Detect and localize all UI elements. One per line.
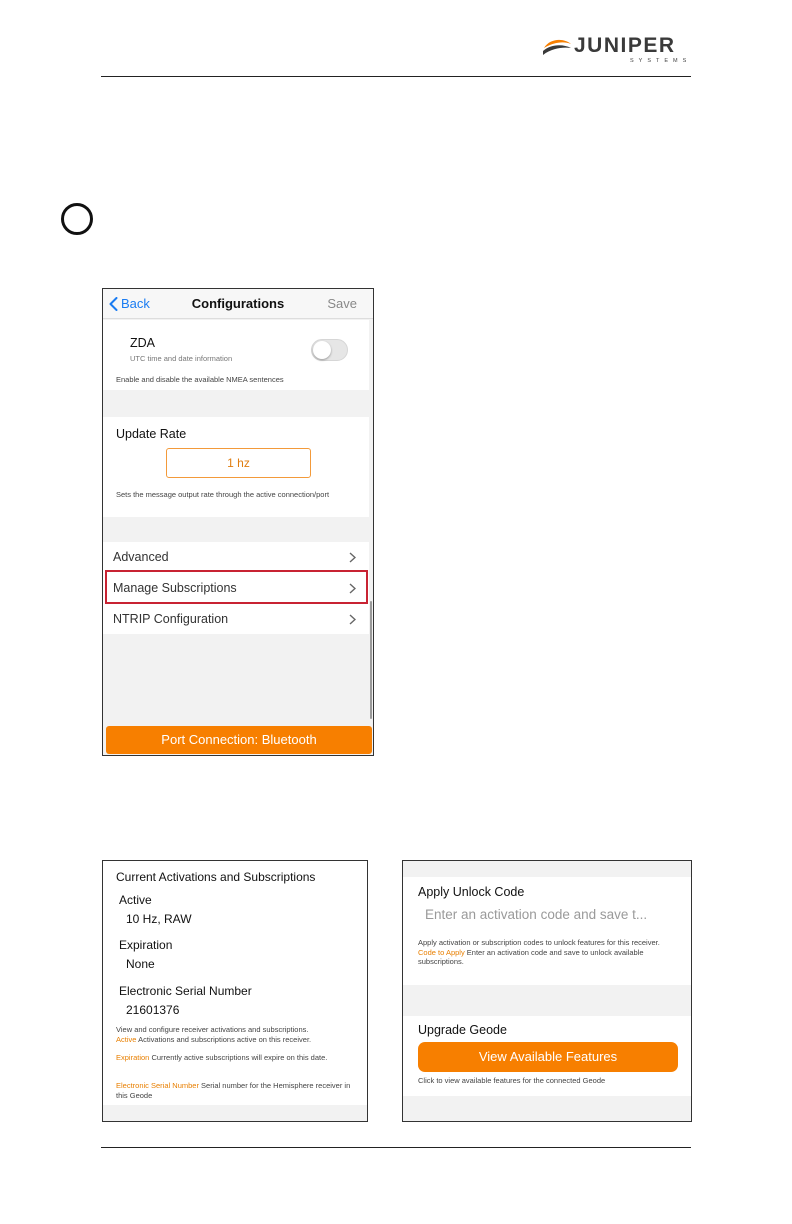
activations-screen: [102, 860, 368, 1122]
unlock-code-screen: [402, 860, 692, 1122]
activations-note: [116, 1025, 356, 1044]
logo-subtitle: SYSTEMS: [630, 58, 692, 64]
configurations-screen: [102, 288, 374, 756]
update-rate-label: Update Rate: [116, 427, 187, 441]
port-connection-button[interactable]: Port Connection: Bluetooth: [106, 726, 372, 754]
link-label: Advanced: [113, 550, 169, 564]
update-rate-selector[interactable]: 1 hz: [166, 448, 311, 478]
top-spacer: [403, 861, 691, 877]
activations-panel: [103, 861, 367, 1105]
note-active-text: Activations and subscriptions active on this receiver.: [136, 1034, 312, 1044]
serial-note: [116, 1081, 356, 1100]
nav-bar: [103, 289, 373, 319]
highlight-box: [105, 570, 368, 604]
upgrade-note: Click to view available features for the connected Geode: [418, 1076, 606, 1085]
zda-label: ZDA: [130, 336, 155, 350]
scrollbar[interactable]: [370, 601, 372, 719]
note-serial-text: Serial number for the Hemisphere receiver in this Geode: [116, 1081, 351, 1100]
link-label: NTRIP Configuration: [113, 612, 229, 626]
note-active-key: Active: [116, 1034, 137, 1044]
footer-divider: [101, 1147, 691, 1148]
zda-toggle[interactable]: [311, 339, 348, 361]
note-intro: View and configure receiver activations and subscriptions.: [116, 1025, 309, 1034]
link-advanced[interactable]: [103, 542, 369, 573]
chevron-left-icon: [109, 297, 118, 311]
expiration-value: None: [126, 957, 155, 971]
zda-section: [103, 320, 369, 390]
expiration-note: [116, 1053, 356, 1063]
link-ntrip-configuration[interactable]: [103, 604, 369, 635]
upgrade-section: [403, 1016, 691, 1096]
chevron-right-icon: [349, 614, 356, 625]
link-label: Manage Subscriptions: [113, 581, 237, 595]
juniper-swoosh-icon: [542, 36, 572, 58]
nmea-footnote: Enable and disable the available NMEA sentences: [116, 375, 284, 384]
zda-description: UTC time and date information: [130, 354, 233, 363]
chevron-right-icon: [349, 552, 356, 563]
header-divider: [101, 76, 691, 77]
back-label: Back: [121, 296, 150, 311]
logo-wordmark: JUNIPER: [574, 34, 676, 57]
update-rate-section: [103, 417, 369, 517]
active-label: Active: [119, 893, 152, 907]
note-serial-key: Electronic Serial Number: [116, 1081, 199, 1090]
expiration-label: Expiration: [119, 938, 173, 952]
activation-code-input[interactable]: Enter an activation code and save t...: [425, 907, 648, 922]
note-expiration-text: Currently active subscriptions will expire on this date.: [149, 1053, 328, 1062]
back-button[interactable]: [109, 296, 150, 311]
serial-label: Electronic Serial Number: [119, 984, 252, 998]
toggle-knob: [313, 341, 331, 359]
update-rate-note: Sets the message output rate through the active connection/port: [116, 490, 330, 499]
save-button[interactable]: Save: [327, 296, 357, 311]
unlock-title: Apply Unlock Code: [418, 885, 525, 899]
step-marker-icon: [61, 203, 93, 235]
activations-title: Current Activations and Subscriptions: [116, 870, 316, 884]
note-expiration-key: Expiration: [116, 1053, 150, 1062]
note-code-key: Code to Apply: [418, 947, 465, 957]
serial-value: 21601376: [126, 1003, 180, 1017]
view-features-button[interactable]: View Available Features: [418, 1042, 678, 1072]
note-code-text: Enter an activation code and save to unlock available subscriptions.: [418, 947, 644, 966]
upgrade-title: Upgrade Geode: [418, 1023, 507, 1037]
juniper-systems-logo: [542, 32, 692, 68]
unlock-section: [403, 877, 691, 985]
unlock-note-line1: Apply activation or subscription codes to unlock features for this receiver.: [418, 938, 660, 947]
page-title: Configurations: [191, 296, 285, 311]
unlock-note: [418, 938, 678, 967]
active-value: 10 Hz, RAW: [126, 912, 192, 926]
